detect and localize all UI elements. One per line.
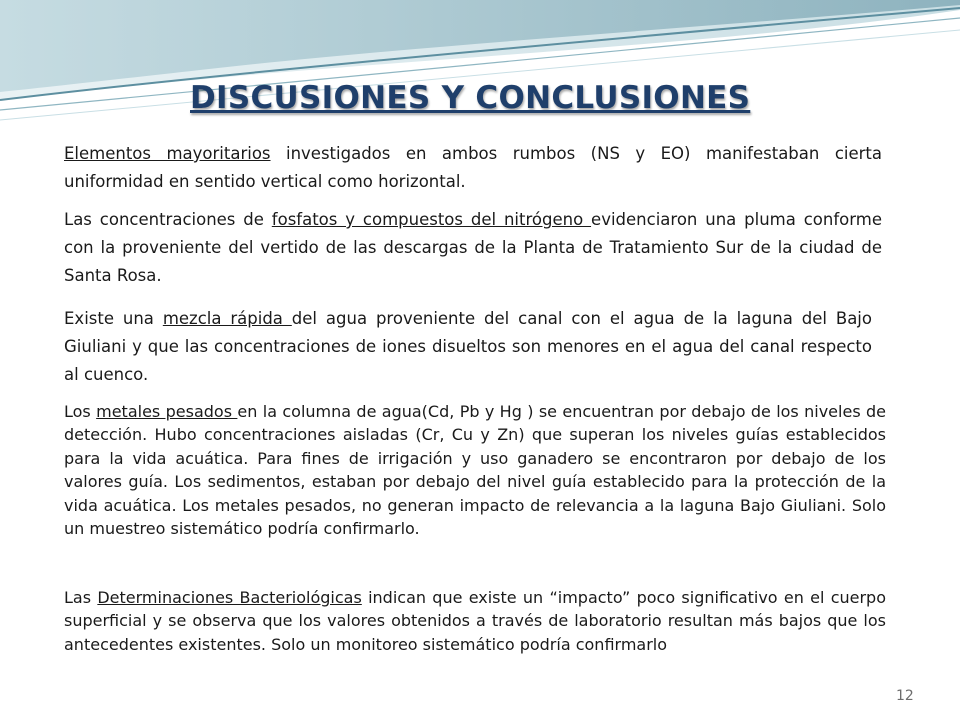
paragraph-elementos-mayoritarios (64, 140, 882, 196)
underlined-term: fosfatos y compuestos del nitrógeno (271, 210, 592, 229)
paragraph-lead: Los (64, 402, 97, 421)
underlined-term: mezcla rápida (162, 309, 292, 328)
paragraph-fosfatos (64, 206, 882, 290)
underlined-term: Elementos mayoritarios (64, 144, 271, 163)
underlined-term: metales pesados (96, 402, 238, 421)
paragraph-text: evidenciaron una pluma conforme con la proveniente del vertido de las descargas de la Planta de Tratamiento Sur de la ciudad de Santa Rosa. (64, 210, 882, 285)
page-number: 12 (896, 688, 914, 704)
paragraph-text: investigados en ambos rumbos (NS y EO) manifestaban cierta uniformidad en sentido vertical como horizontal. (64, 144, 882, 191)
paragraph-text: indican que existe un “impacto” poco significativo en el cuerpo superficial y se observa que los valores obtenidos a través de laboratorio resultan más bajos que los antecedentes existentes. Solo un monitoreo sistemático podría confirmarlo (64, 588, 887, 654)
paragraph-lead: Las concentraciones de (64, 210, 272, 229)
paragraph-lead: Existe una (64, 309, 163, 328)
slide-title: DISCUSIONES Y CONCLUSIONES (190, 80, 751, 116)
paragraph-metales-pesados (64, 400, 886, 540)
paragraph-bacteriologicas (64, 586, 886, 656)
underlined-term: Determinaciones Bacteriológicas (97, 588, 362, 607)
paragraph-mezcla-rapida (64, 305, 872, 389)
paragraph-text: en la columna de agua(Cd, Pb y Hg ) se encuentran por debajo de los niveles de detección. Hubo concentraciones aisladas (Cr, Cu y Zn) que superan los niveles guías establecidos para la vida acuática. Para fines de irrigación y uso ganadero se encontraron por debajo de los valores guía. Los sedimentos, estaban por debajo del nivel guía establecido para la protección de la vida acuática. Los metales pesados, no generan impacto de relevancia a la laguna Bajo Giuliani. Solo un muestreo sistemático podría confirmarlo. (64, 402, 887, 539)
paragraph-text: del agua proveniente del canal con el agua de la laguna del Bajo Giuliani y que las concentraciones de iones disueltos son menores en el agua del canal respecto al cuenco. (64, 309, 872, 384)
paragraph-lead: Las (64, 588, 98, 607)
